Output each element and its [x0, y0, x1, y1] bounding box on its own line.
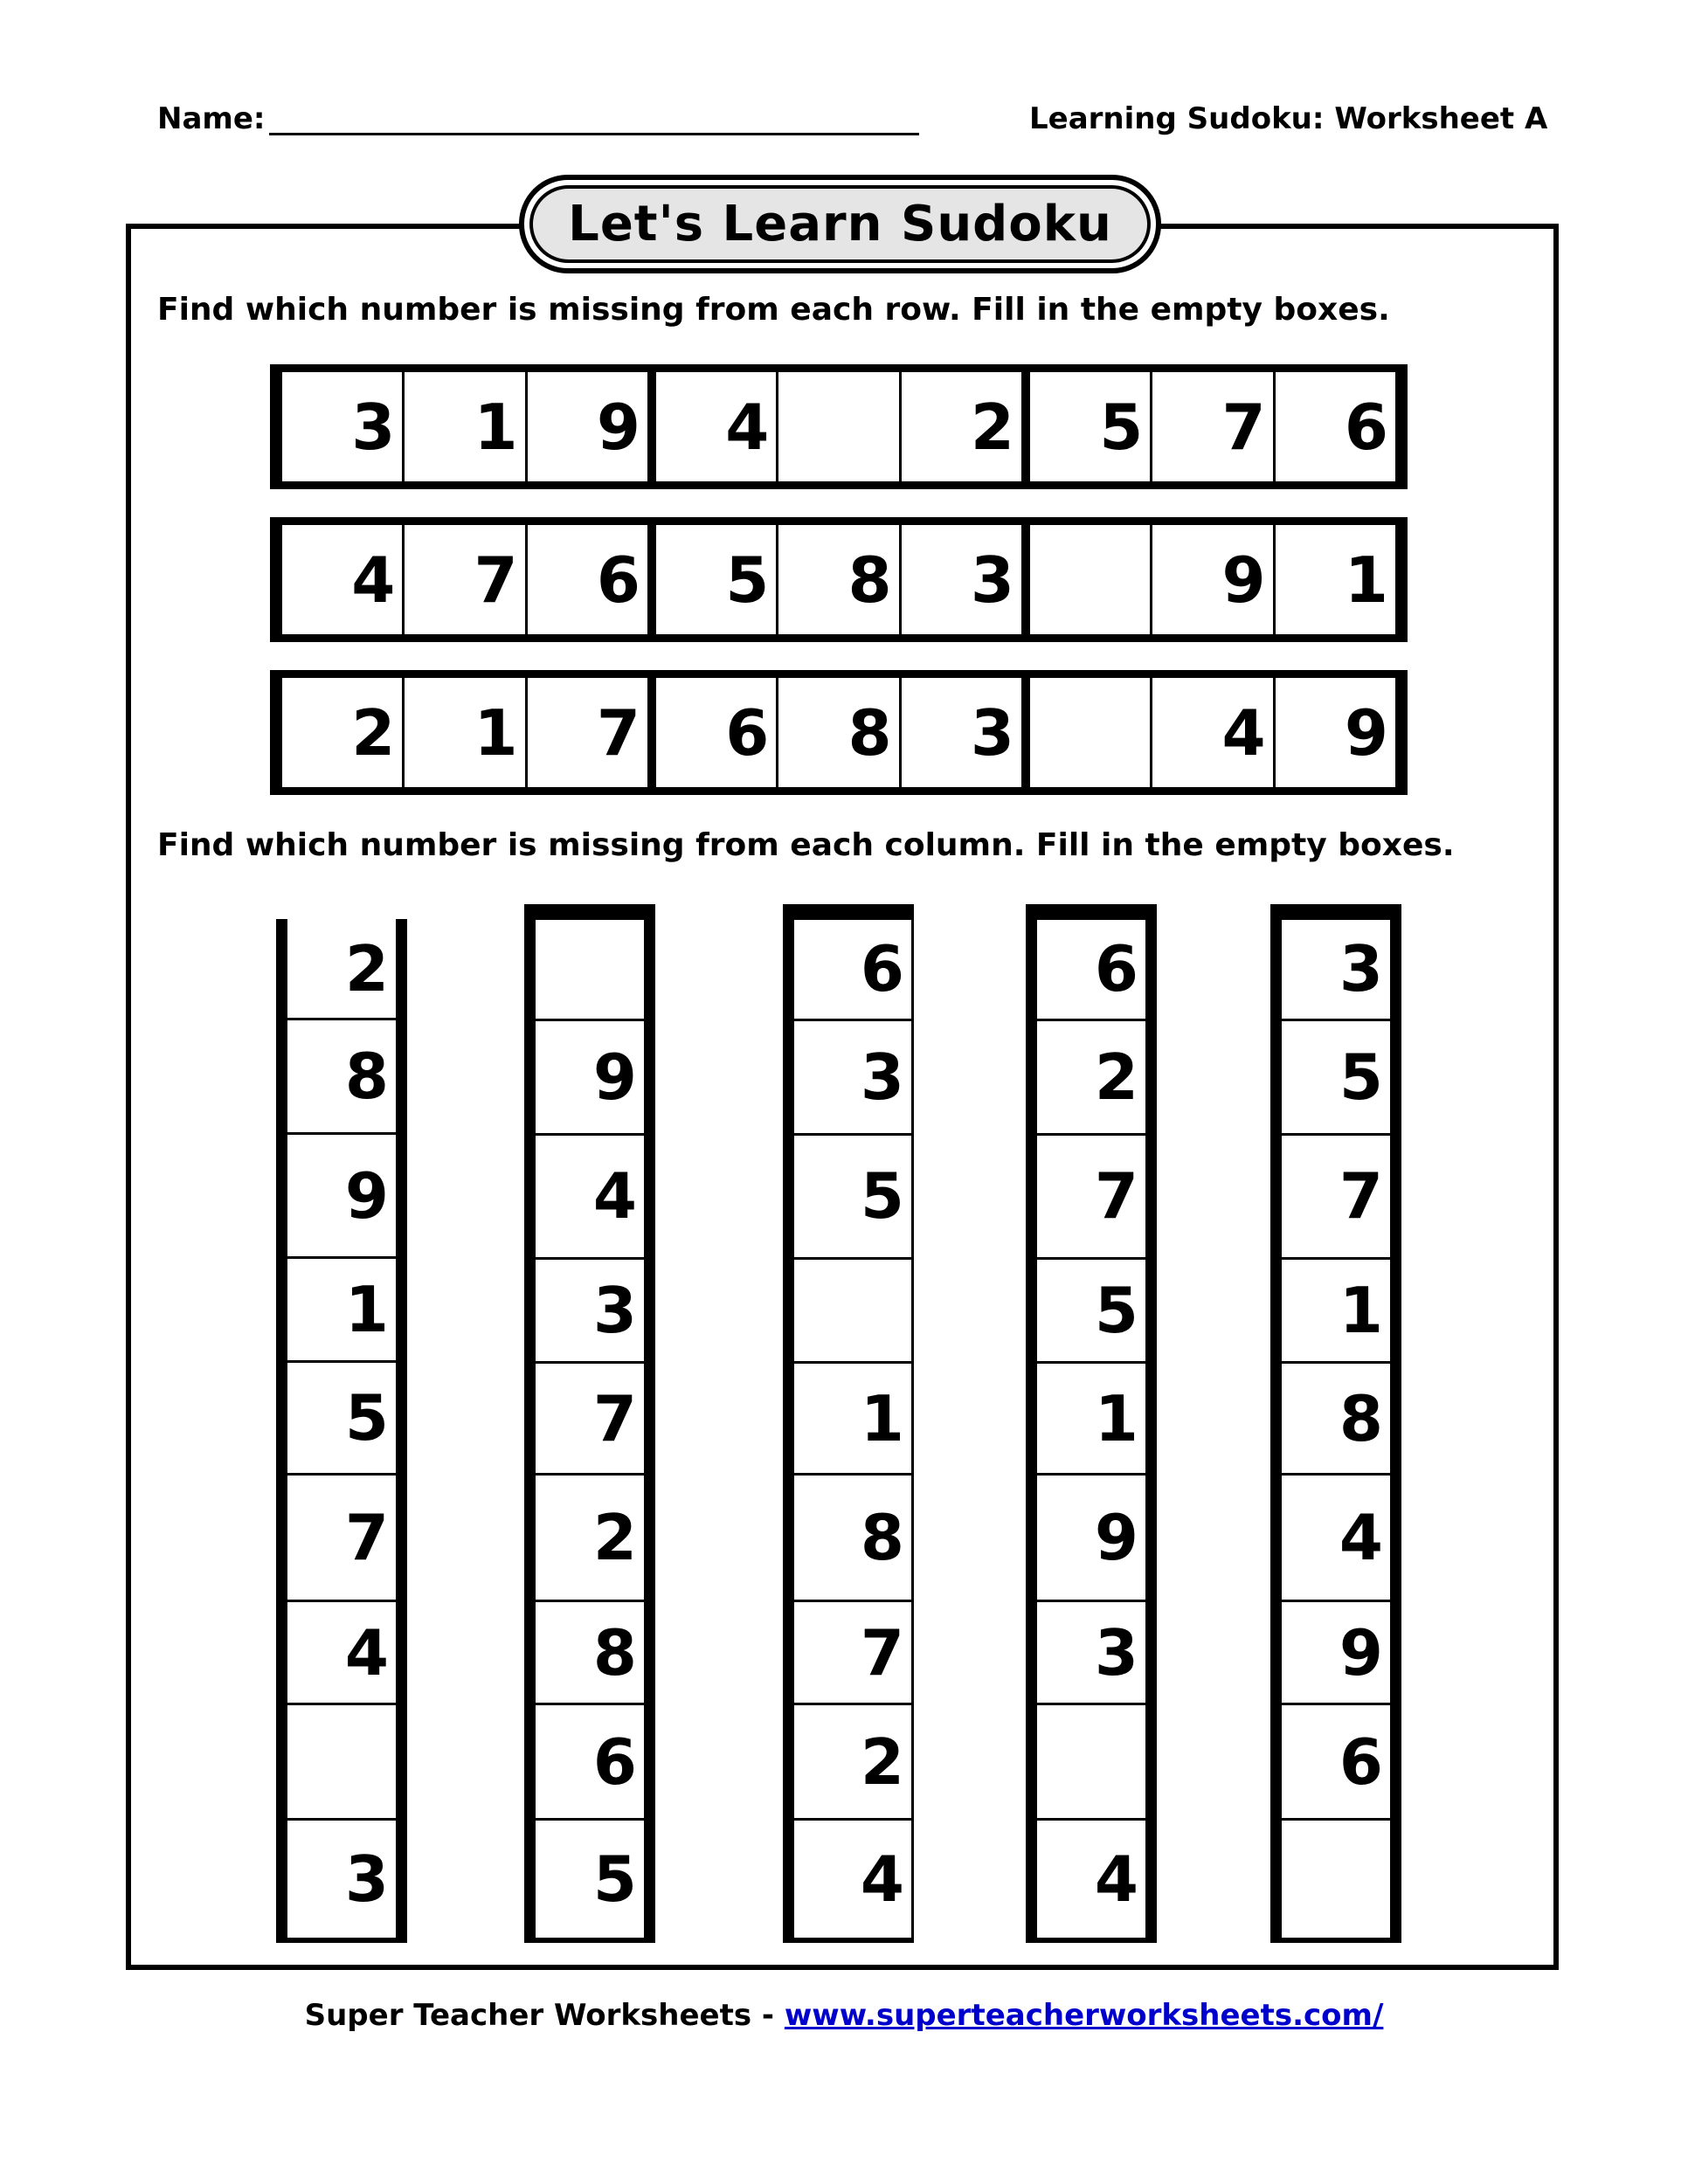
column-cell: 3 — [794, 1021, 911, 1136]
row-cell: 3 — [902, 678, 1030, 787]
worksheet-title: Learning Sudoku: Worksheet A — [1029, 101, 1548, 136]
row-cell: 9 — [1344, 695, 1388, 770]
title-banner — [519, 175, 1161, 273]
column-cell-empty[interactable] — [1037, 1705, 1145, 1821]
column-cell: 8 — [287, 1020, 396, 1135]
column-cell: 4 — [287, 1602, 396, 1705]
column-cell: 9 — [1282, 1602, 1390, 1705]
row-cell: 7 — [1152, 372, 1275, 481]
column-cell: 3 — [344, 1842, 389, 1916]
column-cell: 6 — [794, 920, 911, 1021]
row-cell: 1 — [405, 678, 527, 787]
column-cell: 7 — [287, 1476, 396, 1602]
row-cell: 7 — [405, 525, 527, 634]
column-puzzle-3 — [783, 904, 914, 1943]
column-puzzle-2 — [524, 904, 655, 1943]
row-cell-empty[interactable] — [1030, 678, 1152, 787]
column-cell: 2 — [536, 1476, 644, 1602]
row-cell: 7 — [528, 678, 656, 787]
column-cell: 3 — [1282, 920, 1390, 1021]
row-puzzle-2 — [270, 517, 1408, 642]
row-cell: 6 — [656, 678, 778, 787]
column-cell: 4 — [860, 1842, 904, 1917]
column-cell: 8 — [1282, 1364, 1390, 1476]
column-cell: 4 — [1282, 1476, 1390, 1602]
row-cell: 8 — [778, 525, 901, 634]
column-cell: 5 — [1282, 1021, 1390, 1136]
column-cell: 7 — [794, 1602, 911, 1705]
column-cell-empty[interactable] — [794, 1260, 911, 1364]
footer — [0, 1998, 1688, 2033]
row-cell: 2 — [902, 372, 1030, 481]
column-cell: 3 — [536, 1260, 644, 1364]
row-cell: 4 — [282, 525, 405, 634]
row-puzzle-3 — [270, 670, 1408, 795]
column-cell-empty[interactable] — [1282, 1821, 1390, 1938]
column-cell: 7 — [536, 1364, 644, 1476]
row-cell-empty[interactable] — [1030, 525, 1152, 634]
row-cell: 1 — [405, 372, 527, 481]
row-puzzle-1 — [270, 364, 1408, 489]
column-cell: 6 — [1037, 920, 1145, 1021]
row-instructions: Find which number is missing from each row. Fill in the empty boxes. — [157, 292, 1390, 328]
column-cell: 4 — [536, 1136, 644, 1260]
column-instructions: Find which number is missing from each column. Fill in the empty boxes. — [157, 827, 1455, 863]
column-cell-empty[interactable] — [287, 1705, 396, 1821]
column-cell: 6 — [1282, 1705, 1390, 1821]
column-cell: 7 — [1282, 1136, 1390, 1260]
row-cell: 1 — [1344, 543, 1388, 617]
row-cell: 6 — [528, 525, 656, 634]
row-cell: 4 — [1152, 678, 1275, 787]
footer-brand: Super Teacher Worksheets - — [304, 1998, 785, 2033]
row-cell: 2 — [282, 678, 405, 787]
column-cell: 9 — [536, 1021, 644, 1136]
row-cell: 9 — [528, 372, 656, 481]
footer-link[interactable]: www.superteacherworksheets.com/ — [784, 1998, 1384, 2033]
row-cell: 9 — [1152, 525, 1275, 634]
column-puzzle-5 — [1270, 904, 1401, 1943]
column-cell: 5 — [287, 1363, 396, 1476]
column-cell: 8 — [536, 1602, 644, 1705]
column-cell: 1 — [1037, 1364, 1145, 1476]
name-label: Name: — [157, 101, 266, 136]
column-cell: 7 — [1037, 1136, 1145, 1260]
row-cell: 4 — [656, 372, 778, 481]
column-cell: 6 — [536, 1705, 644, 1821]
column-cell: 2 — [1037, 1021, 1145, 1136]
column-puzzle-4 — [1026, 904, 1157, 1943]
row-cell: 5 — [1030, 372, 1152, 481]
column-cell: 5 — [592, 1842, 637, 1917]
column-cell: 9 — [1037, 1476, 1145, 1602]
column-cell: 5 — [1037, 1260, 1145, 1364]
column-cell: 4 — [1094, 1842, 1138, 1917]
row-cell: 6 — [1344, 390, 1388, 464]
page-title: Let's Learn Sudoku — [529, 185, 1151, 263]
column-cell: 3 — [1037, 1602, 1145, 1705]
column-cell: 9 — [287, 1135, 396, 1259]
column-cell: 5 — [794, 1136, 911, 1260]
row-cell: 3 — [902, 525, 1030, 634]
column-cell: 8 — [794, 1476, 911, 1602]
column-puzzle-1 — [276, 919, 407, 1943]
column-cell: 2 — [794, 1705, 911, 1821]
row-cell: 3 — [282, 372, 405, 481]
name-input-line[interactable] — [269, 133, 919, 135]
row-cell-empty[interactable] — [778, 372, 901, 481]
column-cell-empty[interactable] — [536, 920, 644, 1021]
column-cell: 1 — [287, 1259, 396, 1363]
row-cell: 5 — [656, 525, 778, 634]
row-cell: 8 — [778, 678, 901, 787]
column-cell: 1 — [794, 1364, 911, 1476]
column-cell: 1 — [1282, 1260, 1390, 1364]
column-cell: 2 — [287, 919, 396, 1020]
